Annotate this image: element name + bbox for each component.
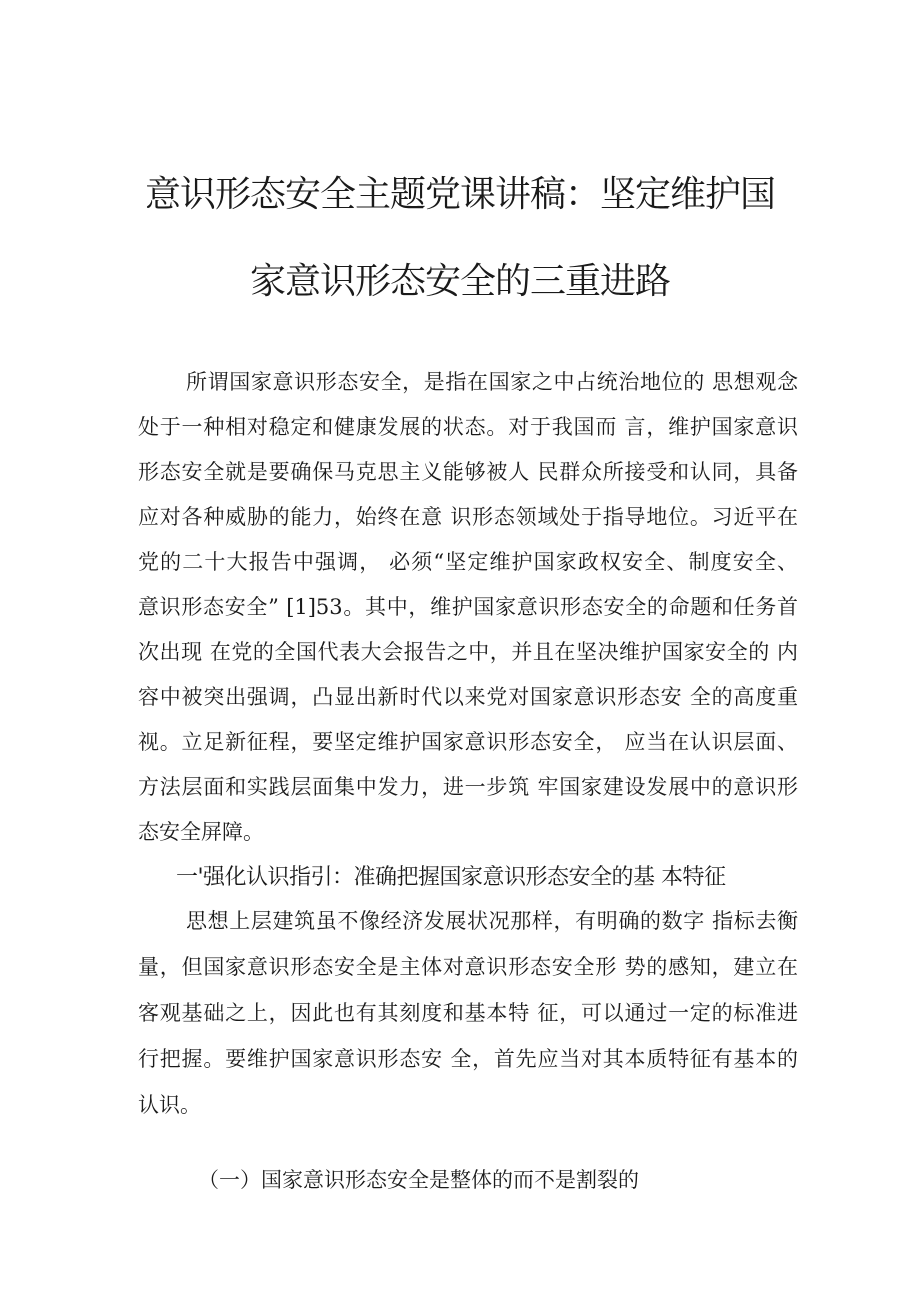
intro-paragraph-line: 容中被突出强调，凸显出新时代以来党对国家意识形态安 全的高度重 <box>138 685 798 709</box>
section-one-paragraph-line: 客观基础之上，因此也有其刻度和基本特 征，可以通过一定的标准进 <box>138 1001 798 1025</box>
document-title-line-2: 家意识形态安全的三重进路 <box>249 261 670 302</box>
intro-paragraph-line: 应对各种威胁的能力，始终在意 识形态领域处于指导地位。习近平在 <box>138 505 798 529</box>
document-title-line-1: 意识形态安全主题党课讲稿：坚定维护国 <box>144 174 775 215</box>
intro-paragraph-line: 形态安全就是要确保马克思主义能够被人 民群众所接受和认同，具备 <box>138 460 798 484</box>
section-one-paragraph-line: 行把握。要维护国家意识形态安 全，首先应当对其本质特征有基本的 <box>138 1047 798 1071</box>
intro-paragraph-line: 视。立足新征程，要坚定维护国家意识形态安全， 应当在认识层面、 <box>138 730 798 754</box>
section-one-paragraph-line: 认识。 <box>138 1093 201 1117</box>
section-one-paragraph-line: 量，但国家意识形态安全是主体对意识形态安全形 势的感知，建立在 <box>138 955 798 979</box>
intro-paragraph-line: 次出现 在党的全国代表大会报告之中，并且在坚决维护国家安全的 内 <box>138 640 798 664</box>
intro-paragraph-line: 党的二十大报告中强调， 必须“坚定维护国家政权安全、制度安全、 <box>138 550 798 574</box>
section-one-paragraph-line: 思想上层建筑虽不像经济发展状况那样，有明确的数字 指标去衡 <box>186 909 798 933</box>
subsection-one-heading: （一）国家意识形态安全是整体的而不是割裂的 <box>198 1168 639 1192</box>
intro-paragraph-line: 态安全屏障。 <box>138 820 264 844</box>
section-one-heading: 一'强化认识指引：准确把握国家意识形态安全的基 本特征 <box>176 865 726 890</box>
intro-paragraph-line: 意识形态安全” [1]53。其中，维护国家意识形态安全的命题和任务首 <box>138 595 798 619</box>
intro-paragraph-line: 方法层面和实践层面集中发力，进一步筑 牢国家建设发展中的意识形 <box>138 775 798 799</box>
intro-paragraph-line: 处于一种相对稳定和健康发展的状态。对于我国而 言，维护国家意识 <box>138 415 798 439</box>
intro-paragraph-line: 所谓国家意识形态安全，是指在国家之中占统治地位的 思想观念 <box>186 370 798 394</box>
